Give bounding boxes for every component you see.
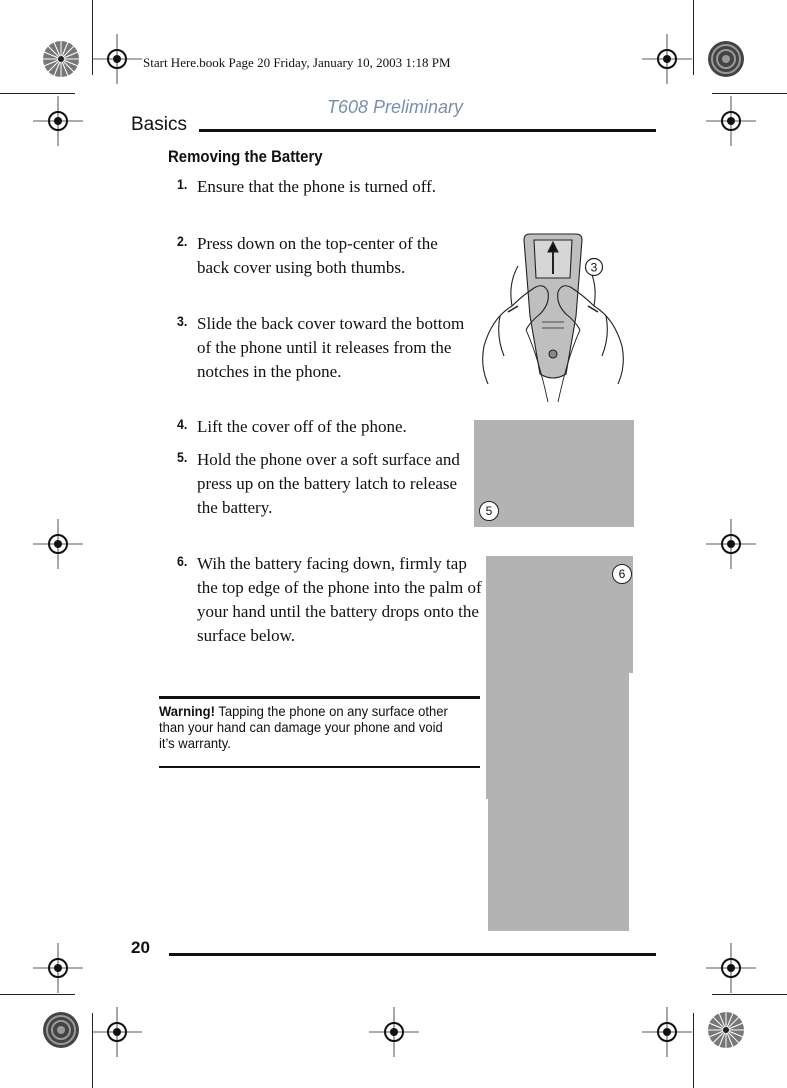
step-number: 6.: [177, 553, 188, 569]
warning-rule-bottom: [159, 766, 480, 768]
warning-rule-top: [159, 696, 480, 699]
section-label: Basics: [131, 114, 187, 135]
starburst-mark-icon: [707, 40, 745, 78]
warning-text: Tapping the phone on any surface other than your hand can damage your phone and void it’s warranty.: [159, 703, 448, 751]
registration-mark-icon: [642, 34, 692, 84]
preliminary-watermark: T608 Preliminary: [327, 97, 464, 117]
step-text: Lift the cover off of the phone.: [197, 417, 407, 436]
phone-hands-illustration: [478, 226, 628, 406]
registration-mark-icon: [33, 519, 83, 569]
callout-6: 6: [612, 564, 632, 584]
trim-line: [693, 0, 694, 75]
callout-3-label: 3: [590, 260, 598, 275]
registration-mark-icon: [92, 34, 142, 84]
starburst-mark-icon: [707, 1011, 745, 1049]
step-text: Press down on the top-center of the back cover using both thumbs.: [197, 234, 438, 277]
trim-line: [712, 994, 787, 995]
step-text: Wih the battery facing down, firmly tap the top edge of the phone into the palm of your hand until the battery drops onto the surface below.: [197, 554, 482, 645]
print-header: Start Here.book Page 20 Friday, January 10, 2003 1:18 PM: [143, 55, 451, 70]
page-number: 20: [131, 938, 150, 957]
registration-mark-icon: [642, 1007, 692, 1057]
starburst-mark-icon: [42, 40, 80, 78]
step-number: 4.: [177, 416, 188, 432]
footer-rule: [169, 953, 656, 956]
step-number: 3.: [177, 313, 188, 329]
registration-mark-icon: [369, 1007, 419, 1057]
figure-placeholder-6a: [486, 556, 633, 673]
trim-line: [0, 93, 75, 94]
figure-placeholder-6c: [488, 798, 629, 931]
figure-placeholder-6b: [486, 672, 629, 799]
registration-mark-icon: [706, 519, 756, 569]
step-number: 2.: [177, 233, 188, 249]
registration-mark-icon: [33, 96, 83, 146]
callout-5: 5: [479, 501, 499, 521]
starburst-mark-icon: [42, 1011, 80, 1049]
warning-label: Warning!: [159, 703, 215, 719]
registration-mark-icon: [706, 96, 756, 146]
registration-mark-icon: [92, 1007, 142, 1057]
step-number: 1.: [177, 176, 188, 192]
page-title: Removing the Battery: [168, 147, 323, 166]
trim-line: [0, 994, 75, 995]
step-text: Ensure that the phone is turned off.: [197, 177, 437, 196]
trim-line: [693, 1013, 694, 1088]
step-text: Hold the phone over a soft surface and press up on the battery latch to release the battery.: [197, 450, 460, 517]
step-text: Slide the back cover toward the bottom of the phone until it releases from the notches in the phone.: [197, 314, 465, 381]
header-rule: [199, 129, 656, 132]
callout-3: [586, 259, 603, 276]
trim-line: [712, 93, 787, 94]
warning-note: [159, 703, 457, 751]
registration-mark-icon: [33, 943, 83, 993]
registration-mark-icon: [706, 943, 756, 993]
step-number: 5.: [177, 449, 188, 465]
